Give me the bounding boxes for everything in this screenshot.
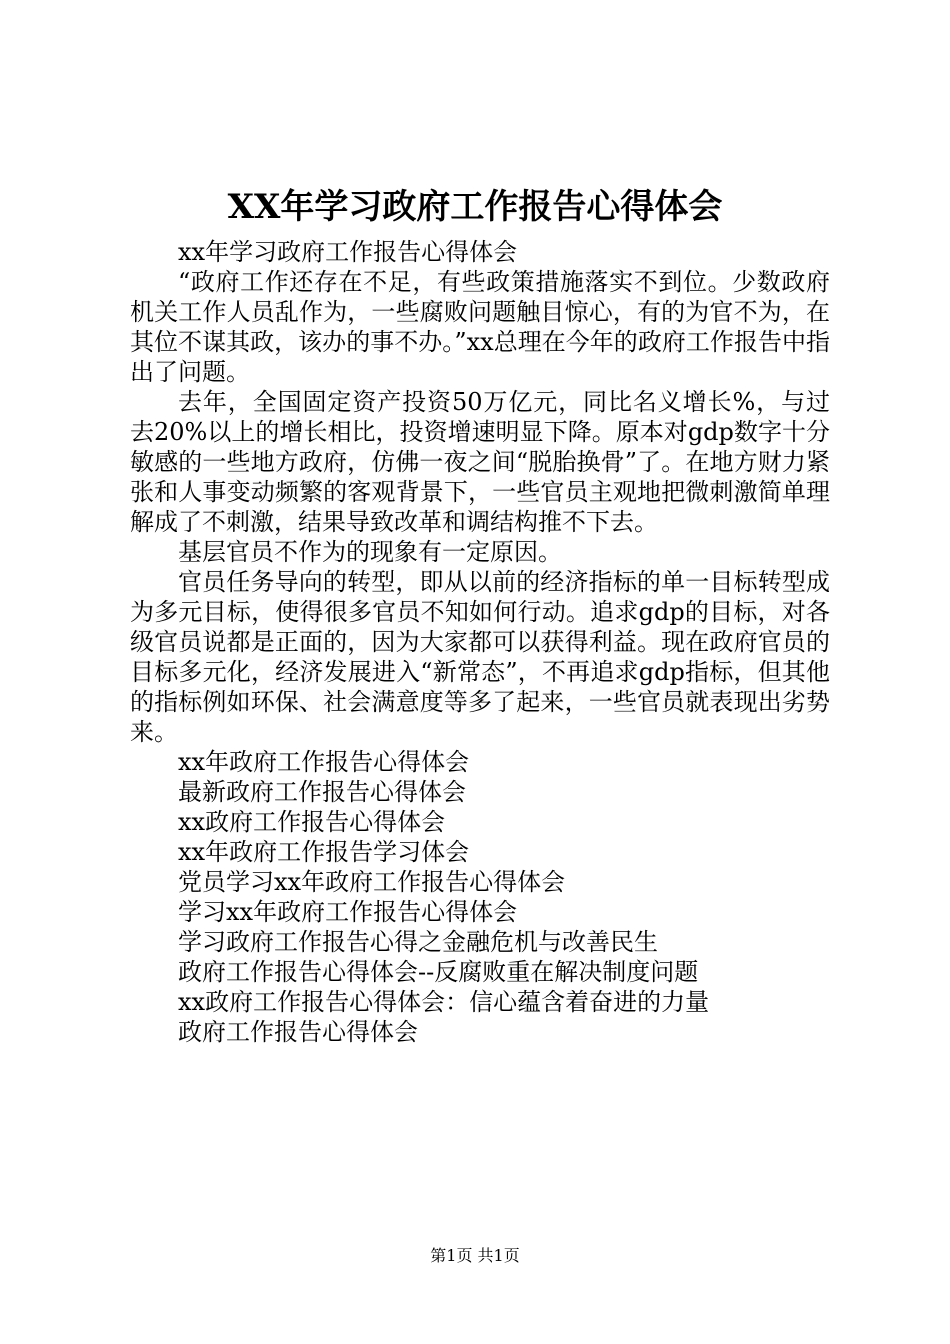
related-article: xx年政府工作报告学习体会 [178, 838, 470, 866]
related-articles-list [130, 747, 830, 1047]
document-title: XX年学习政府工作报告心得体会 [227, 187, 723, 227]
paragraph-investment: 去年，全国固定资产投资50万亿元，同比名义增长%，与过去20%以上的增长相比，投资增速明显下降。原本对gdp数字十分敏感的一些地方政府，仿佛一夜之间“脱胎换骨”了。在地方财力紧张和人事变动频繁的客观背景下，一些官员主观地把微刺激简单理解成了不刺激，结果导致改革和调结构推不下去。 [130, 388, 830, 536]
related-article: xx政府工作报告心得体会：信心蕴含着奋进的力量 [178, 988, 710, 1016]
paragraph-transition: 官员任务导向的转型，即从以前的经济指标的单一目标转型成为多元目标，使得很多官员不知如何行动。追求gdp的目标，对各级官员说都是正面的，因为大家都可以获得利益。现在政府官员的目标多元化，经济发展进入“新常态”，不再追求gdp指标，但其他的指标例如环保、社会满意度等多了起来，一些官员就表现出劣势来。 [130, 568, 830, 746]
related-article: 党员学习xx年政府工作报告心得体会 [178, 868, 566, 896]
document-body [130, 237, 830, 1047]
related-article: 政府工作报告心得体会--反腐败重在解决制度问题 [178, 958, 699, 986]
paragraph-subtitle: xx年学习政府工作报告心得体会 [178, 238, 518, 266]
page-footer: 第1页 共1页 [430, 1246, 520, 1265]
related-article: 政府工作报告心得体会 [178, 1018, 418, 1046]
related-article: xx年政府工作报告心得体会 [178, 748, 470, 776]
related-article: 最新政府工作报告心得体会 [178, 778, 466, 806]
paragraph-quote: “政府工作还存在不足，有些政策措施落实不到位。少数政府机关工作人员乱作为，一些腐败问题触目惊心，有的为官不为，在其位不谋其政，该办的事不办。”xx总理在今年的政府工作报告中指出了问题。 [130, 268, 830, 386]
related-article: 学习政府工作报告心得之金融危机与改善民生 [178, 928, 658, 956]
paragraph-reason: 基层官员不作为的现象有一定原因。 [178, 538, 562, 566]
related-article: xx政府工作报告心得体会 [178, 808, 446, 836]
related-article: 学习xx年政府工作报告心得体会 [178, 898, 518, 926]
